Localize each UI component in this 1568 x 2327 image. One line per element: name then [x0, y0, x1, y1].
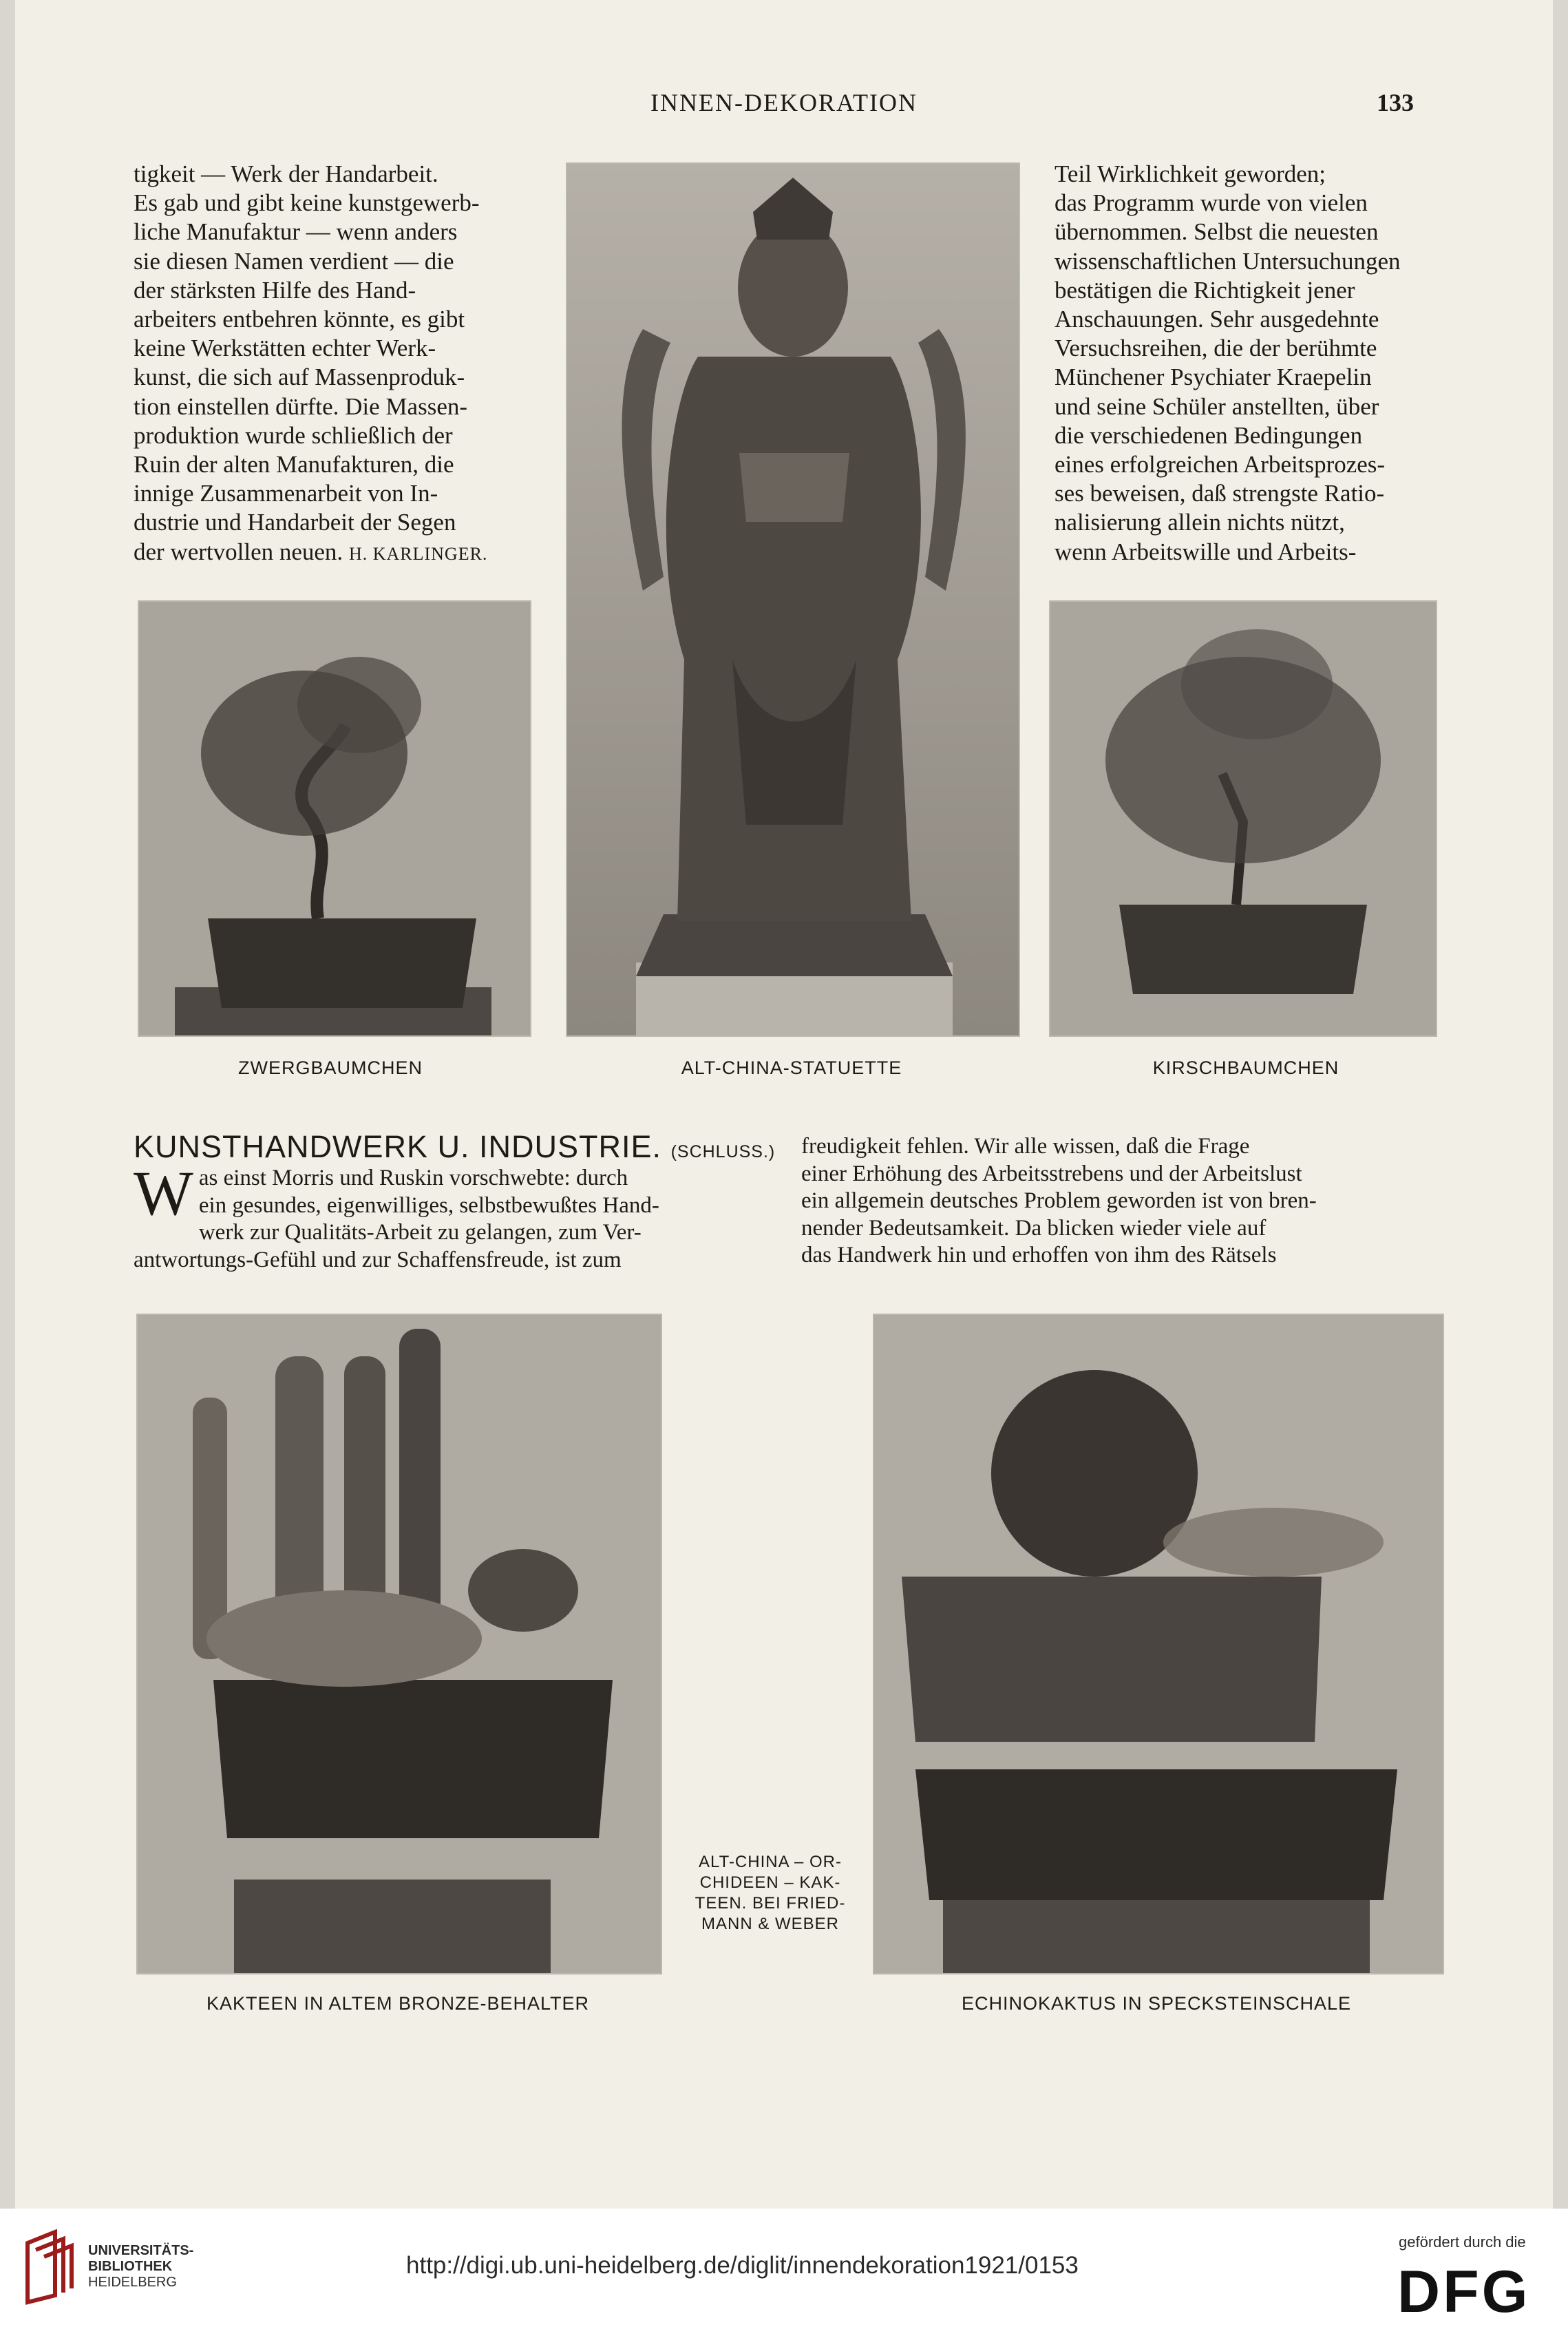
text-line: produktion wurde schließlich der — [134, 421, 453, 449]
text-line: Teil Wirklichkeit geworden; — [1055, 160, 1326, 187]
ub-heidelberg-logo-icon — [21, 2229, 77, 2305]
text-line: freudigkeit fehlen. Wir alle wissen, daß die Frage — [801, 1134, 1250, 1159]
text-line: eines erfolgreichen Arbeitsprozes- — [1055, 451, 1386, 478]
text-line: nalisierung allein nichts nützt, — [1055, 509, 1345, 536]
text-line: nender Bedeutsamkeit. Da blicken wieder viele auf — [801, 1215, 1267, 1241]
text-line: und seine Schüler anstellten, über — [1055, 392, 1379, 420]
footer-bar — [0, 2209, 1568, 2327]
top-right-column — [1055, 160, 1447, 567]
library-line: UNIVERSITÄTS- — [88, 2243, 194, 2258]
text-line: arbeiters entbehren könnte, es gibt — [134, 306, 465, 333]
running-head: INNEN-DEKORATION — [650, 89, 918, 116]
text-line: keine Werkstätten echter Werk- — [134, 335, 436, 362]
text-line: ses beweisen, daß strengste Ratio- — [1055, 480, 1385, 507]
center-caption-line: MANN & WEBER — [701, 1915, 839, 1933]
text-line: kunst, die sich auf Massenproduk- — [134, 364, 465, 391]
top-left-column — [134, 160, 526, 569]
text-line: tigkeit — Werk der Handarbeit. — [134, 160, 438, 187]
text-line: Es gab und gibt keine kunstgewerb- — [134, 189, 480, 217]
text-line: liche Manufaktur — wenn anders — [134, 218, 458, 246]
kakteen-photo — [136, 1314, 662, 1975]
text-line: ein gesundes, eigenwilliges, selbstbewußtes Hand- — [198, 1192, 659, 1218]
library-name — [88, 2243, 193, 2291]
funded-by-label: gefördert durch die — [1399, 2233, 1526, 2251]
library-line: BIBLIOTHEK — [88, 2259, 173, 2274]
center-caption-line: TEEN. BEI FRIED- — [695, 1894, 846, 1913]
text-line: wenn Arbeitswille und Arbeits- — [1055, 538, 1357, 565]
text-line: Versuchsreihen, die der berühmte — [1055, 335, 1377, 362]
text-line: das Handwerk hin und erhoffen von ihm des Rätsels — [801, 1243, 1277, 1267]
article-right-column — [801, 1133, 1445, 1270]
caption-zwergbaumchen: ZWERGBAUMCHEN — [238, 1057, 423, 1078]
text-line: ein allgemein deutsches Problem geworden ist von bren- — [801, 1188, 1317, 1213]
text-line — [134, 538, 526, 569]
caption-echinokaktus: ECHINOKAKTUS IN SPECKSTEINSCHALE — [961, 1993, 1352, 2014]
kirschbaumchen-photo — [1049, 600, 1437, 1037]
text-line: as einst Morris und Ruskin vorschwebte: durch — [198, 1166, 628, 1190]
center-caption-line: CHIDEEN – KAK- — [699, 1873, 841, 1892]
page-number: 133 — [1377, 89, 1414, 116]
zwergbaumchen-photo — [138, 600, 531, 1037]
text-line: Ruin der alten Manufakturen, die — [134, 451, 454, 478]
text-line: das Programm wurde von vielen — [1055, 189, 1368, 217]
text-line: antwortungs-Gefühl und zur Schaffensfreude, ist zum — [134, 1247, 622, 1272]
center-caption-line: ALT-CHINA – OR- — [699, 1853, 842, 1871]
text-line: Münchener Psychiater Kraepelin — [1055, 364, 1372, 391]
statuette-photo — [566, 162, 1020, 1037]
text-line: Anschauungen. Sehr ausgedehnte — [1055, 306, 1379, 333]
dropcap: W — [134, 1158, 193, 1228]
text-line: übernommen. Selbst die neuesten — [1055, 218, 1379, 246]
text-line: innige Zusammenarbeit von In- — [134, 480, 438, 507]
author-signature: H. KARLINGER. — [348, 543, 488, 564]
text-line-last: der wertvollen neuen. — [134, 538, 343, 565]
text-line: wissenschaftlichen Untersuchungen — [1055, 247, 1401, 275]
text-line: einer Erhöhung des Arbeitsstrebens und der Arbeitslust — [801, 1161, 1302, 1186]
caption-statuette: ALT-CHINA-STATUETTE — [681, 1057, 902, 1078]
article-title-main: KUNSTHANDWERK U. INDUSTRIE. — [134, 1129, 662, 1164]
center-caption — [679, 1852, 862, 1935]
text-line: der stärksten Hilfe des Hand- — [134, 276, 416, 304]
dfg-logo: DFG — [1397, 2259, 1531, 2325]
article-left-column — [134, 1158, 739, 1274]
text-line: dustrie und Handarbeit der Segen — [134, 509, 456, 536]
text-line: sie diesen Namen verdient — die — [134, 247, 454, 275]
caption-kakteen: KAKTEEN IN ALTEM BRONZE-BEHALTER — [206, 1993, 590, 2014]
caption-kirschbaumchen: KIRSCHBAUMCHEN — [1152, 1057, 1339, 1078]
text-line: tion einstellen dürfte. Die Massen- — [134, 392, 468, 420]
text-line: bestätigen die Richtigkeit jener — [1055, 276, 1355, 304]
source-url-link[interactable]: http://digi.ub.uni-heidelberg.de/diglit/innendekoration1921/0153 — [406, 2252, 1079, 2279]
text-line: werk zur Qualitäts-Arbeit zu gelangen, zum Ver- — [198, 1220, 642, 1245]
article-title-suffix: (SCHLUSS.) — [670, 1142, 776, 1161]
text-line: die verschiedenen Bedingungen — [1055, 421, 1363, 449]
article-title — [134, 1129, 794, 1165]
echinokaktus-photo — [873, 1314, 1444, 1975]
library-line: HEIDELBERG — [88, 2275, 177, 2290]
